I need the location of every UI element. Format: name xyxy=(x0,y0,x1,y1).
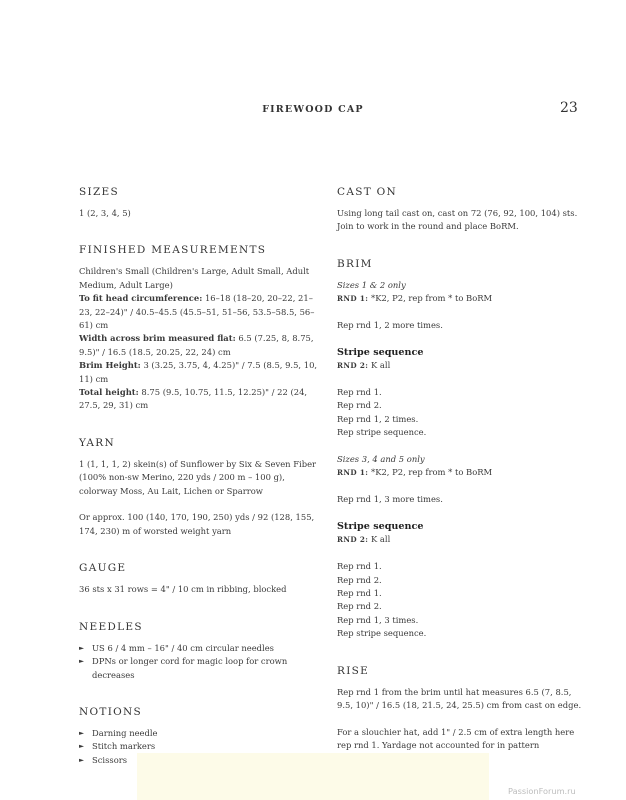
stripe-line: Rep rnd 1. xyxy=(337,387,382,398)
round-label: RND 1: xyxy=(337,468,369,478)
stripe-line: Rep rnd 2. xyxy=(337,601,382,612)
finished-measurements-heading: FINISHED MEASUREMENTS xyxy=(79,244,267,257)
sizes-note-small: Sizes 1 & 2 only xyxy=(337,279,406,290)
list-item xyxy=(79,727,319,740)
cast-on-section xyxy=(337,186,587,234)
needle-item-text: DPNs or longer cord for magic loop for crown decreases xyxy=(92,656,288,680)
rise-section xyxy=(337,665,587,766)
stripe-line: Rep rnd 2. xyxy=(337,400,382,411)
yarn-text-1: 1 (1, 1, 1, 2) skein(s) of Sunflower by Six & Seven Fiber (100% non-sw Merino, 220 yds / 200 m – 100 g), colorway Moss, Au Lait, Lichen or Sparrow xyxy=(79,458,317,496)
measurement-brim-width xyxy=(79,332,319,359)
stripe-sequence-heading: Stripe sequence xyxy=(337,521,424,533)
round-text: *K2, P2, rep from * to BoRM xyxy=(368,467,493,478)
round-text: K all xyxy=(368,534,391,545)
sizes-note-large: Sizes 3, 4 and 5 only xyxy=(337,454,425,465)
left-column xyxy=(79,186,319,791)
brim-section xyxy=(337,258,587,641)
needles-heading: NEEDLES xyxy=(79,620,143,633)
measurement-value: 16–18 (18–20, 20–22, 21–23, 22–24)" / 40.5–45.5 (45.5–51, 51–56, 53.5–58.5, 56–61) cm xyxy=(79,293,315,331)
list-item xyxy=(79,642,319,655)
round-label: RND 2: xyxy=(337,535,369,545)
brim-round-1-large xyxy=(337,466,587,479)
watermark: PassionForum.ru xyxy=(508,786,576,796)
stripe-line: Rep rnd 2. xyxy=(337,574,382,585)
measurement-label: Brim Height: xyxy=(79,360,141,371)
round-text: K all xyxy=(368,360,391,371)
round-label: RND 1: xyxy=(337,294,369,304)
brim-heading: BRIM xyxy=(337,257,373,270)
rise-text-1: Rep rnd 1 from the brim until hat measures 6.5 (7, 8.5, 9.5, 10)" / 16.5 (18, 21.5, 24, 25.5) cm from cast on edge. xyxy=(337,686,582,711)
rise-heading: RISE xyxy=(337,664,370,677)
measurement-label: To fit head circumference: xyxy=(79,293,203,304)
stripe-line: Rep rnd 1, 3 times. xyxy=(337,614,419,625)
yarn-heading: YARN xyxy=(79,436,115,449)
brim-round-1-small xyxy=(337,292,587,305)
sizes-text: 1 (2, 3, 4, 5) xyxy=(79,208,131,218)
bullet-arrow-icon: ► xyxy=(79,643,84,652)
measurement-label: Total height: xyxy=(79,387,139,398)
measurement-value: 8.75 (9.5, 10.75, 11.5, 12.25)" / 22 (24, 27.5, 29, 31) cm xyxy=(79,387,308,411)
notion-item-text: Darning needle xyxy=(92,727,158,738)
stripe-line: Rep stripe sequence. xyxy=(337,427,427,438)
gauge-section xyxy=(79,562,319,596)
notion-item-text: Scissors xyxy=(92,754,128,765)
stripe-round-2 xyxy=(337,359,587,372)
yarn-text-2: Or approx. 100 (140, 170, 190, 250) yds / 92 (128, 155, 174, 230) m of worsted weight yarn xyxy=(79,512,315,536)
needles-section xyxy=(79,621,319,682)
cast-on-text: Using long tail cast on, cast on 72 (76, 92, 100, 104) sts. Join to work in the round and place BoRM. xyxy=(337,208,578,232)
notions-heading: NOTIONS xyxy=(79,705,143,718)
needle-item-text: US 6 / 4 mm – 16" / 40 cm circular needles xyxy=(92,642,274,653)
sizes-heading: SIZES xyxy=(79,186,119,198)
measurement-head-circumference xyxy=(79,292,319,332)
footer-highlight-band xyxy=(137,753,489,800)
stripe-round-2 xyxy=(337,533,587,546)
list-item xyxy=(79,655,319,682)
stripe-line: Rep rnd 1. xyxy=(337,588,382,599)
stripe-line: Rep rnd 1. xyxy=(337,561,382,572)
gauge-heading: GAUGE xyxy=(79,562,127,575)
measurement-brim-height xyxy=(79,359,319,386)
notion-item-text: Stitch markers xyxy=(92,741,156,752)
right-column xyxy=(337,186,587,790)
bullet-arrow-icon: ► xyxy=(79,728,84,737)
measurement-value: 6.5 (7.25, 8, 8.75, 9.5)" / 16.5 (18.5, 20.25, 22, 24) cm xyxy=(79,333,314,357)
finished-measurements-section xyxy=(79,244,319,412)
cast-on-heading: CAST ON xyxy=(337,186,398,198)
round-text: *K2, P2, rep from * to BoRM xyxy=(368,293,493,304)
yarn-section xyxy=(79,437,319,538)
stripe-sequence-heading: Stripe sequence xyxy=(337,346,424,358)
pattern-title: FIREWOOD CAP xyxy=(262,104,364,115)
bullet-arrow-icon: ► xyxy=(79,742,84,751)
list-item xyxy=(79,740,319,753)
measurement-label: Width across brim measured flat: xyxy=(79,333,236,344)
bullet-arrow-icon: ► xyxy=(79,657,84,666)
measurement-value: 3 (3.25, 3.75, 4, 4.25)" / 7.5 (8.5, 9.5, 10, 11) cm xyxy=(79,360,318,384)
brim-repeat-small: Rep rnd 1, 2 more times. xyxy=(337,320,443,331)
brim-repeat-large: Rep rnd 1, 3 more times. xyxy=(337,494,443,505)
gauge-text: 36 sts x 31 rows = 4" / 10 cm in ribbing, blocked xyxy=(79,584,287,595)
needles-list xyxy=(79,642,319,682)
measurement-total-height xyxy=(79,386,319,413)
finished-intro: Children's Small (Children's Large, Adult Small, Adult Medium, Adult Large) xyxy=(79,266,310,290)
bullet-arrow-icon: ► xyxy=(79,755,84,764)
sizes-section xyxy=(79,186,319,220)
rise-text-2: For a slouchier hat, add 1" / 2.5 cm of extra length here rep rnd 1. Yardage not accounted for in pattern xyxy=(337,726,575,751)
stripe-line: Rep stripe sequence. xyxy=(337,628,427,639)
stripe-line: Rep rnd 1, 2 times. xyxy=(337,413,419,424)
page-number: 23 xyxy=(560,100,578,116)
round-label: RND 2: xyxy=(337,361,369,371)
